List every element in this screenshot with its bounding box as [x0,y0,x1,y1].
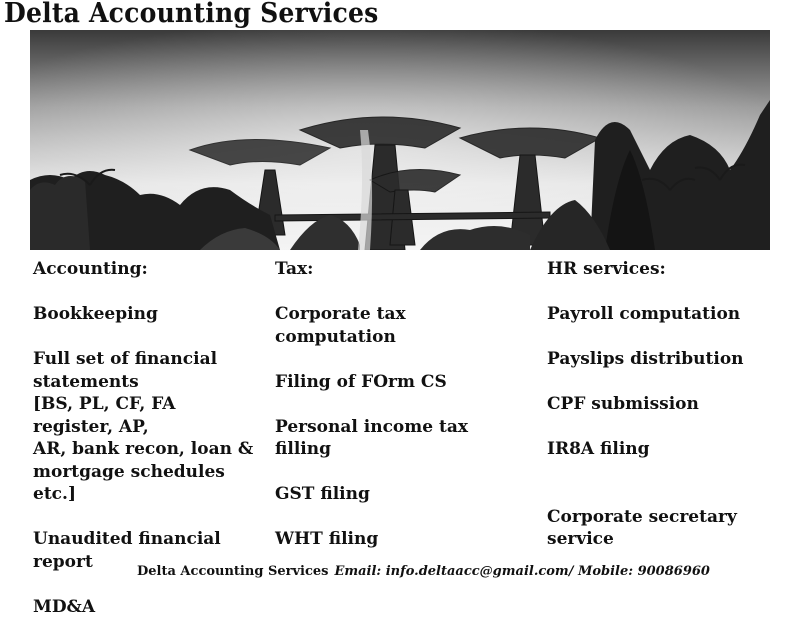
hero-image [30,30,770,250]
service-cpf: CPF submission [547,393,787,416]
footer-contact: Email: info.deltaacc@gmail.com/ Mobile: 90086960 [334,564,710,579]
service-gst-filing: GST filing [275,483,525,506]
page-title: Delta Accounting Services [4,0,378,29]
service-payslips: Payslips distribution [547,348,787,371]
tax-column [275,258,525,551]
service-unaudited-report: Unaudited financial report [33,528,258,573]
service-ir8a: IR8A filing [547,438,787,461]
hr-column [547,258,787,551]
service-financial-statements-line5: mortgage schedules etc.] [33,461,258,506]
accounting-heading: Accounting: [33,258,258,281]
service-bookkeeping: Bookkeeping [33,303,258,326]
service-financial-statements-line3: [BS, PL, CF, FA register, AP, [33,393,258,438]
service-financial-statements-line1: Full set of financial [33,348,258,371]
service-corporate-tax: Corporate tax computation [275,303,525,348]
tax-heading: Tax: [275,258,525,281]
service-corporate-secretary: Corporate secretary service [547,506,787,551]
footer [137,564,710,579]
footer-company: Delta Accounting Services [137,564,328,579]
service-financial-statements-line4: AR, bank recon, loan & [33,438,258,461]
service-financial-statements-line2: statements [33,371,258,394]
service-form-cs: Filing of FOrm CS [275,371,525,394]
service-mda: MD&A [33,596,258,618]
service-wht-filing: WHT filing [275,528,525,551]
hr-heading: HR services: [547,258,787,281]
service-personal-tax: Personal income tax filling [275,416,525,461]
service-payroll: Payroll computation [547,303,787,326]
